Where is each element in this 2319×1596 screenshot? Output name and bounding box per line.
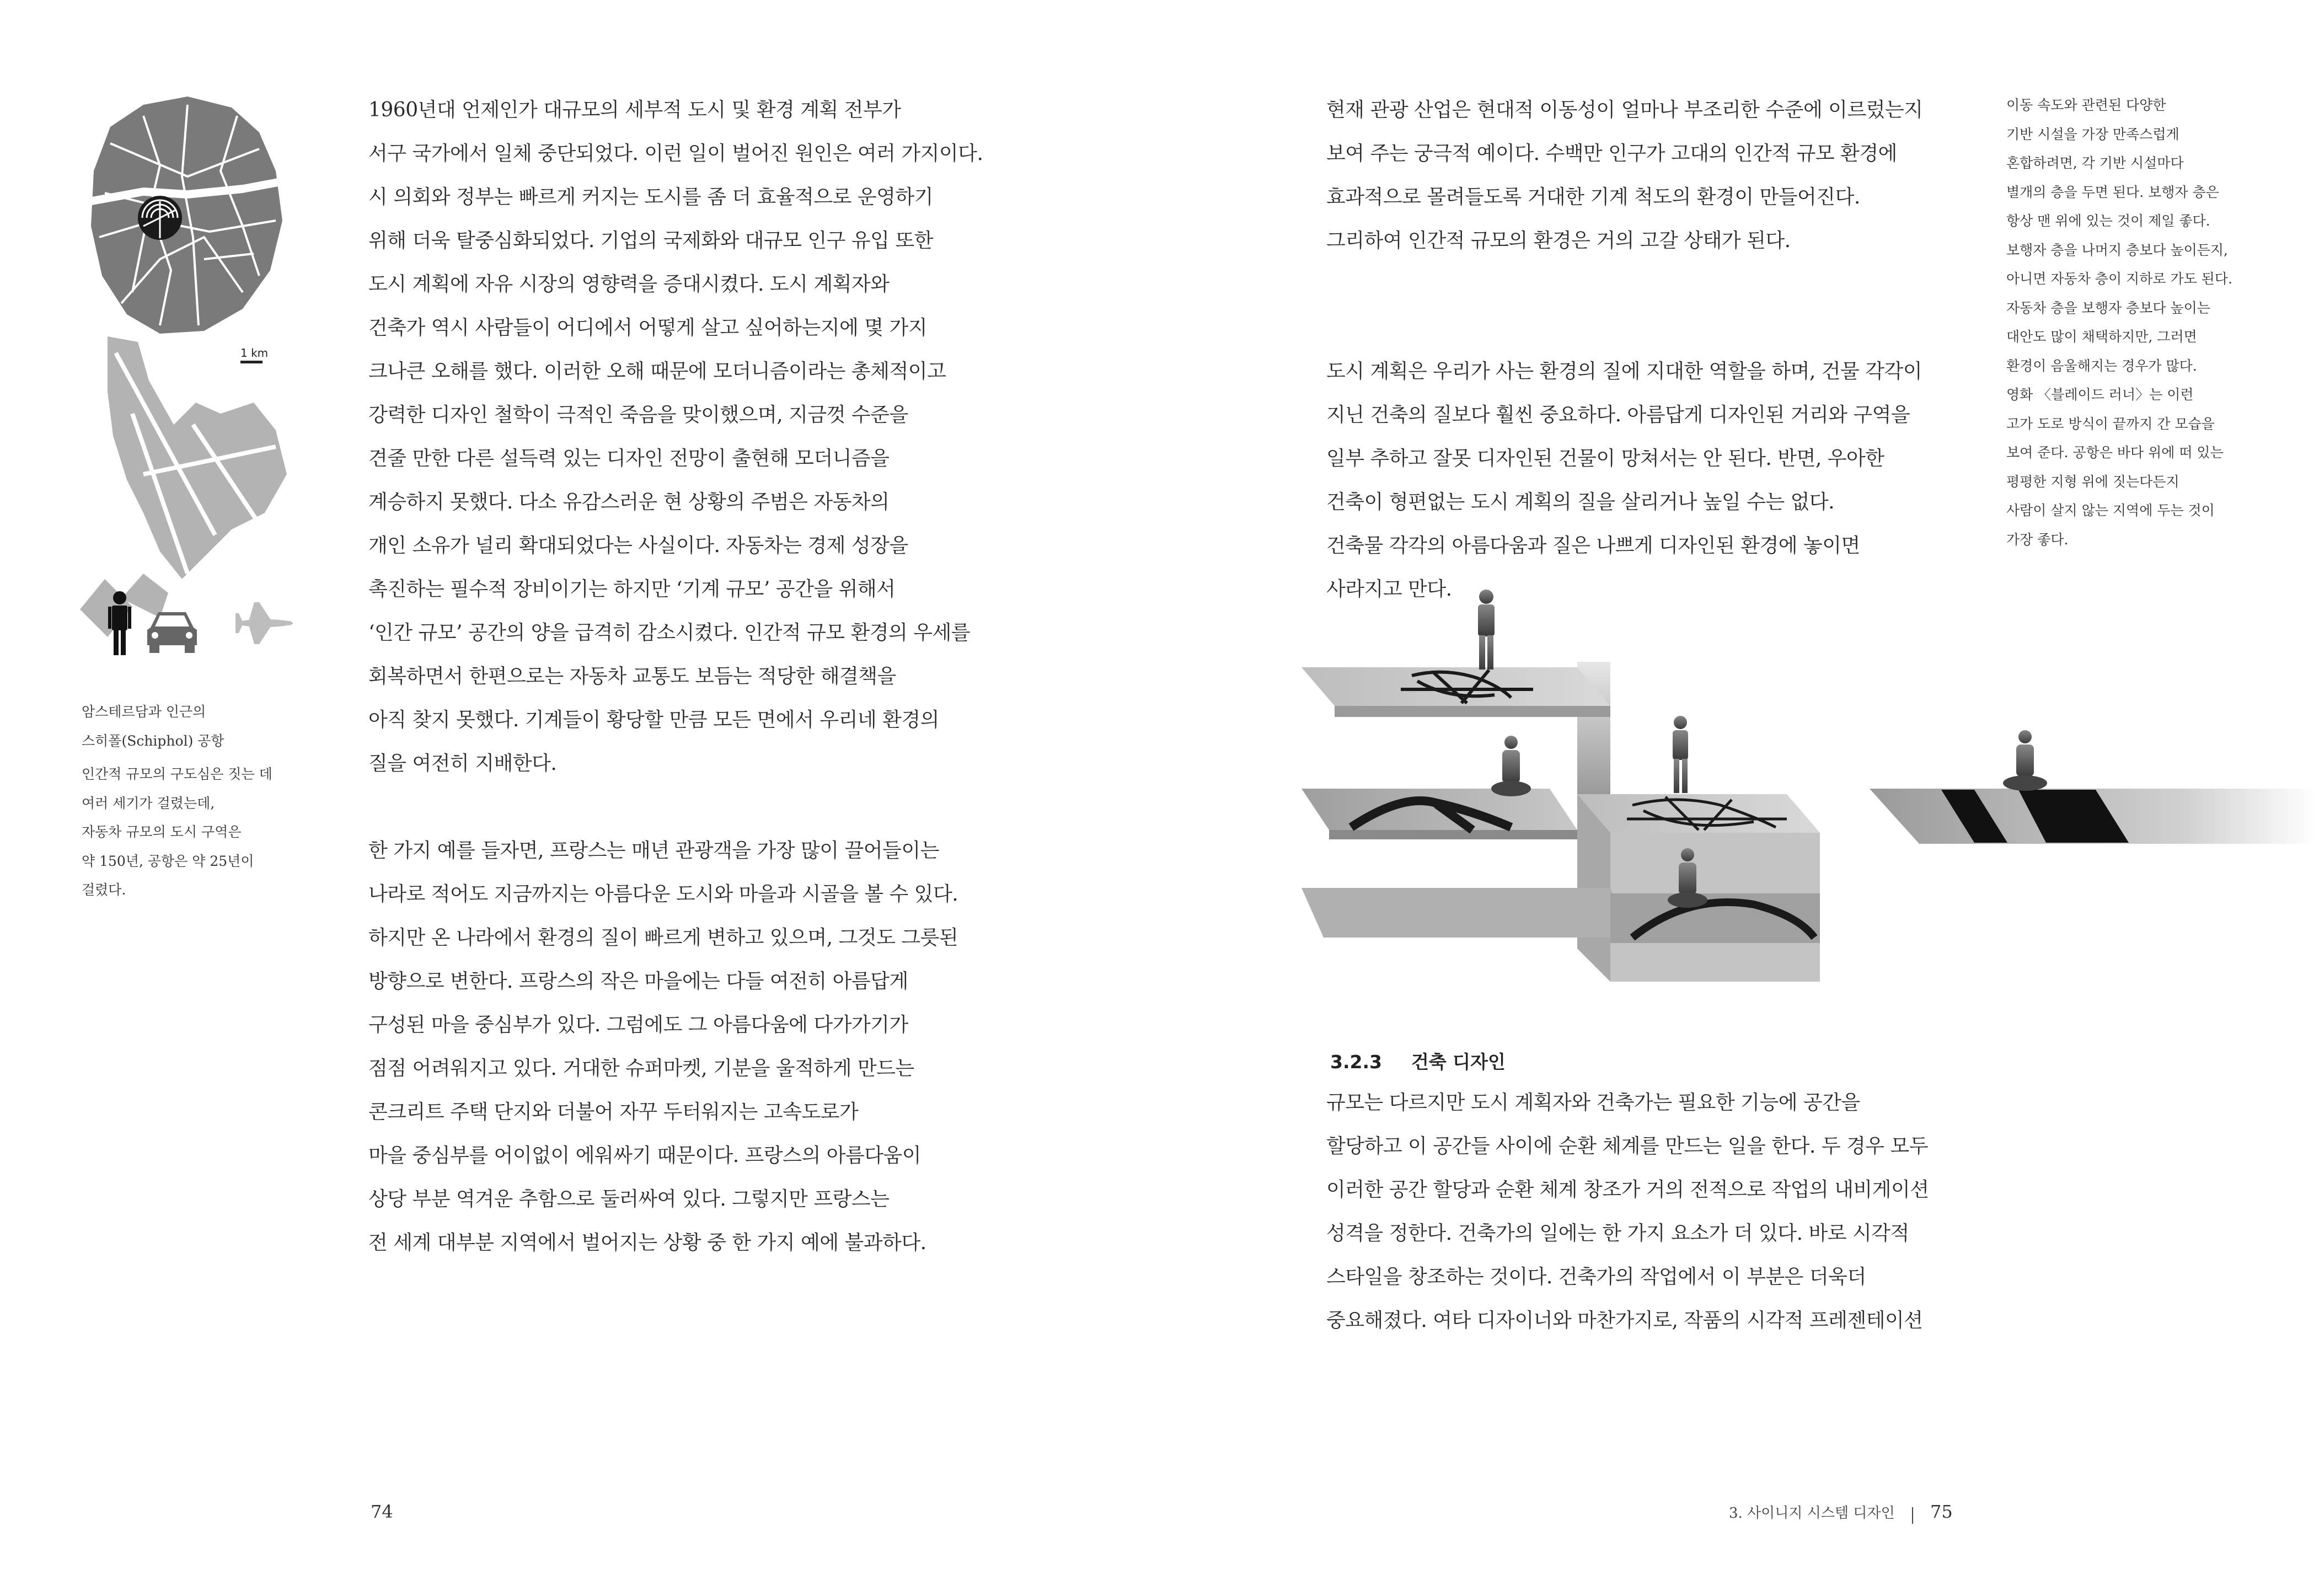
- body-line: 현재 관광 산업은 현대적 이동성이 얼마나 부조리한 수준에 이르렀는지: [1326, 99, 1923, 121]
- body-line: 강력한 디자인 철학이 극적인 죽음을 맞이했으며, 지금껏 수준을: [368, 404, 908, 426]
- body-line: 개인 소유가 널리 확대되었다는 사실이다. 자동차는 경제 성장을: [368, 534, 908, 557]
- body-line: 회복하면서 한편으로는 자동차 교통도 보듬는 적당한 해결책을: [368, 665, 896, 688]
- layered-infrastructure-illustration: [1302, 585, 2316, 982]
- caption-line: 인간적 규모의 구도심은 짓는 데: [82, 766, 272, 782]
- body-line: 지닌 건축의 질보다 훨씬 중요하다. 아름답게 디자인된 거리와 구역을: [1326, 404, 1910, 426]
- body-line: 하지만 온 나라에서 환경의 질이 빠르게 변하고 있으며, 그것도 그릇된: [368, 926, 958, 949]
- body-line: 방향으로 변한다. 프랑스의 작은 마을에는 다들 여전히 아름답게: [368, 970, 908, 993]
- right-body-text-top: [1326, 88, 1923, 611]
- side-note-line: 아니면 자동차 층이 지하로 가도 된다.: [2006, 271, 2232, 287]
- side-note-line: 기반 시설을 가장 만족스럽게: [2006, 126, 2179, 142]
- body-line: 그리하여 인간적 규모의 환경은 거의 고갈 상태가 된다.: [1326, 229, 1791, 252]
- side-note-line: 환경이 음울해지는 경우가 많다.: [2006, 357, 2197, 374]
- right-page-number: 75: [1930, 1501, 1953, 1522]
- body-line: 중요해졌다. 여타 디자이너와 마찬가지로, 작품의 시각적 프레젠테이션: [1326, 1309, 1923, 1332]
- body-line: 사라지고 만다.: [1326, 578, 1452, 601]
- side-note-line: 보행자 층을 나머지 층보다 높이든지,: [2006, 242, 2228, 258]
- body-line: 나라로 적어도 지금까지는 아름다운 도시와 마을과 시골을 볼 수 있다.: [368, 883, 958, 906]
- body-line: 전 세계 대부분 지역에서 벌어지는 상황 중 한 가지 예에 불과하다.: [368, 1231, 926, 1254]
- body-line: 한 가지 예를 들자면, 프랑스는 매년 관광객을 가장 많이 끌어들이는: [368, 839, 939, 862]
- left-body-text: [368, 88, 983, 1265]
- left-page-number: 74: [371, 1501, 393, 1522]
- body-line: 견줄 만한 다른 설득력 있는 디자인 전망이 출현해 모더니즘을: [368, 447, 890, 470]
- body-line: 촉진하는 필수적 장비이기는 하지만 ‘기계 규모’ 공간을 위해서: [368, 578, 896, 601]
- body-line: 도시 계획은 우리가 사는 환경의 질에 지대한 역할을 하며, 건물 각각이: [1326, 360, 1922, 383]
- side-note-line: 평평한 지형 위에 짓는다든지: [2006, 473, 2179, 490]
- side-note-line: 사람이 살지 않는 지역에 두는 것이: [2006, 502, 2215, 518]
- side-note-line: 영화 〈블레이드 러너〉는 이런: [2006, 387, 2194, 403]
- body-line: 크나큰 오해를 했다. 이러한 오해 때문에 모더니즘이라는 총체적이고: [368, 360, 946, 383]
- body-line: 아직 찾지 못했다. 기계들이 황당할 만큼 모든 면에서 우리네 환경의: [368, 709, 939, 731]
- side-note-line: 대안도 많이 채택하지만, 그러면: [2006, 329, 2197, 345]
- scale-bar: [240, 346, 268, 363]
- body-line: 건축물 각각의 아름다움과 질은 나쁘게 디자인된 환경에 놓이면: [1326, 534, 1860, 557]
- body-line: 이러한 공간 할당과 순환 체계 창조가 거의 전적으로 작업의 내비게이션: [1326, 1179, 1929, 1201]
- body-line: 콘크리트 주택 단지와 더불어 자꾸 두터워지는 고속도로가: [368, 1101, 859, 1123]
- body-line: 성격을 정한다. 건축가의 일에는 한 가지 요소가 더 있다. 바로 시각적: [1326, 1222, 1909, 1245]
- body-line: 위해 더욱 탈중심화되었다. 기업의 국제화와 대규모 인구 유입 또한: [368, 229, 933, 252]
- caption-line: 암스테르담과 인근의: [82, 704, 206, 720]
- pedestrian-icon: [108, 591, 131, 655]
- body-line: 건축가 역시 사람들이 어디에서 어떻게 살고 싶어하는지에 몇 가지: [368, 317, 927, 339]
- right-footer: [1729, 1501, 1953, 1524]
- side-note-line: 자동차 층을 보행자 층보다 높이는: [2006, 299, 2210, 316]
- body-line: 마을 중심부를 어이없이 에워싸기 때문이다. 프랑스의 아름다움이: [368, 1144, 922, 1167]
- side-note-line: 고가 도로 방식이 끝까지 간 모습을: [2006, 415, 2215, 432]
- body-line: 스타일을 창조하는 것이다. 건축가의 작업에서 이 부분은 더욱더: [1326, 1266, 1866, 1288]
- airplane-icon: [235, 602, 293, 644]
- running-head: 3. 사이니지 시스템 디자인: [1729, 1505, 1895, 1522]
- body-line: 보여 주는 궁극적 예이다. 수백만 인구가 고대의 인간적 규모 환경에: [1326, 142, 1897, 165]
- caption-line: 걸렸다.: [82, 882, 126, 898]
- body-line: 일부 추하고 잘못 디자인된 건물이 망쳐서는 안 된다. 반면, 우아한: [1326, 447, 1884, 470]
- section-number: 3.2.3: [1330, 1051, 1382, 1073]
- caption-line: 자동차 규모의 도시 구역은: [82, 824, 242, 840]
- amsterdam-map-graphic: [77, 94, 298, 673]
- figure-caption: [82, 698, 272, 905]
- side-note-line: 혼합하려면, 각 기반 시설마다: [2006, 155, 2184, 171]
- body-line: 서구 국가에서 일체 중단되었다. 이런 일이 벌어진 원인은 여러 가지이다.: [368, 142, 983, 165]
- right-body-text-bottom: [1326, 1081, 1929, 1342]
- section-heading: [1330, 1048, 1506, 1074]
- caption-line: 약 150년, 공항은 약 25년이: [82, 853, 254, 869]
- footer-divider: [1912, 1507, 1913, 1524]
- body-line: 질을 여전히 지배한다.: [368, 752, 557, 775]
- side-note: [2006, 91, 2232, 554]
- body-line: 계승하지 못했다. 다소 유감스러운 현 상황의 주범은 자동차의: [368, 491, 890, 513]
- body-line: 효과적으로 몰려들도록 거대한 기계 척도의 환경이 만들어진다.: [1326, 186, 1860, 208]
- body-line: 1960년대 언제인가 대규모의 세부적 도시 및 환경 계획 전부가: [368, 99, 901, 121]
- car-icon: [147, 612, 197, 653]
- side-note-line: 보여 준다. 공항은 바다 위에 떠 있는: [2006, 444, 2224, 460]
- body-line: 도시 계획에 자유 시장의 영향력을 증대시켰다. 도시 계획자와: [368, 273, 890, 296]
- body-line: 상당 부분 역겨운 추함으로 둘러싸여 있다. 그렇지만 프랑스는: [368, 1188, 890, 1211]
- body-line: 점점 어려워지고 있다. 거대한 슈퍼마켓, 기분을 울적하게 만드는: [368, 1057, 914, 1080]
- side-note-line: 가장 좋다.: [2006, 531, 2069, 548]
- body-line: 시 의회와 정부는 빠르게 커지는 도시를 좀 더 효율적으로 운영하기: [368, 186, 933, 208]
- body-line: 건축이 형편없는 도시 계획의 질을 살리거나 높일 수는 없다.: [1326, 491, 1835, 513]
- body-line: 할당하고 이 공간들 사이에 순환 체계를 만드는 일을 한다. 두 경우 모두: [1326, 1135, 1929, 1158]
- body-line: 구성된 마을 중심부가 있다. 그럼에도 그 아름다움에 다가가기가: [368, 1014, 908, 1036]
- caption-line: 여러 세기가 걸렸는데,: [82, 795, 215, 811]
- amsterdam-schiphol-figure: [77, 94, 298, 673]
- side-note-line: 항상 맨 위에 있는 것이 제일 좋다.: [2006, 213, 2210, 229]
- side-note-line: 이동 속도와 관련된 다양한: [2006, 97, 2166, 113]
- section-title: 건축 디자인: [1411, 1051, 1506, 1073]
- body-line: 규모는 다르지만 도시 계획자와 건축가는 필요한 기능에 공간을: [1326, 1091, 1860, 1114]
- scale-bar-label: 1 km: [240, 346, 269, 360]
- body-line: ‘인간 규모’ 공간의 양을 급격히 감소시켰다. 인간적 규모 환경의 우세를: [368, 622, 971, 644]
- side-note-line: 별개의 층을 두면 된다. 보행자 층은: [2006, 184, 2219, 200]
- caption-line: 스히폴(Schiphol) 공항: [82, 732, 224, 749]
